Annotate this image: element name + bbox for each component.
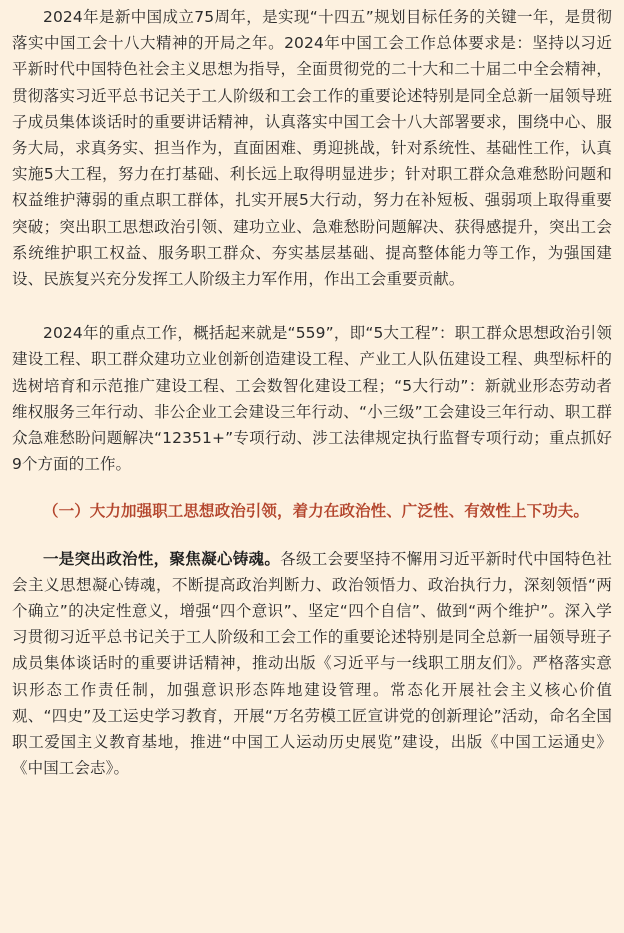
paragraph-body-text: 各级工会要坚持不懈用习近平新时代中国特色社会主义思想凝心铸魂，不断提高政治判断力、政治领悟力、政治执行力，深刻领悟“两个确立”的决定性意义，增强“四个意识”、坚定“四个自信”、做到“两个维护”。深入学习贯彻习近平总书记关于工人阶级和工会工作的重要论述特别是同全总新一届领导班子成员集体谈话时的重要讲话精神，推动出版《习近平与一线职工朋友们》。严格落实意识形态工作责任制，加强意识形态阵地建设管理。常态化开展社会主义核心价值观、“四史”及工运史学习教育，开展“万名劳模工匠宣讲党的创新理论”活动，命名全国职工爱国主义教育基地，推进“中国工人运动历史展览”建设，出版《中国工运通史》《中国工会志》。	[12, 549, 612, 778]
section-heading: （一）大力加强职工思想政治引领，着力在政治性、广泛性、有效性上下功夫。	[43, 502, 590, 521]
section-body-paragraph	[12, 546, 612, 782]
paragraph-lead-phrase: 一是突出政治性，聚焦凝心铸魂。	[43, 549, 281, 568]
key-work-paragraph: 2024年的重点工作，概括起来就是“559”，即“5大工程”：职工群众思想政治引领建设工程、职工群众建功立业创新创造建设工程、产业工人队伍建设工程、典型标杆的选树培育和示范推广建设工程、工会数智化建设工程；“5大行动”：新就业形态劳动者维权服务三年行动、非公企业工会建设三年行动、“小三级”工会建设三年行动、职工群众急难愁盼问题解决“12351+”专项行动、涉工法律规定执行监督专项行动；重点抓好9个方面的工作。	[12, 324, 612, 474]
intro-paragraph: 2024年是新中国成立75周年，是实现“十四五”规划目标任务的关键一年，是贯彻落实中国工会十八大精神的开局之年。2024年中国工会工作总体要求是：坚持以习近平新时代中国特色社会主义思想为指导，全面贯彻党的二十大和二十届二中全会精神，贯彻落实习近平总书记关于工人阶级和工会工作的重要论述特别是同全总新一届领导班子成员集体谈话时的重要讲话精神，认真落实中国工会十八大部署要求，围绕中心、服务大局，求真务实、担当作为，直面困难、勇迎挑战，针对系统性、基础性工作，认真实施5大工程，努力在打基础、利长远上取得明显进步；针对职工群众急难愁盼问题和权益维护薄弱的重点职工群体，扎实开展5大行动，努力在补短板、强弱项上取得重要突破；突出职工思想政治引领、建功立业、急难愁盼问题解决、获得感提升，突出工会系统维护职工权益、服务职工群众、夯实基层基础、提高整体能力等工作，为强国建设、民族复兴充分发挥工人阶级主力军作用，作出工会重要贡献。	[12, 8, 612, 289]
